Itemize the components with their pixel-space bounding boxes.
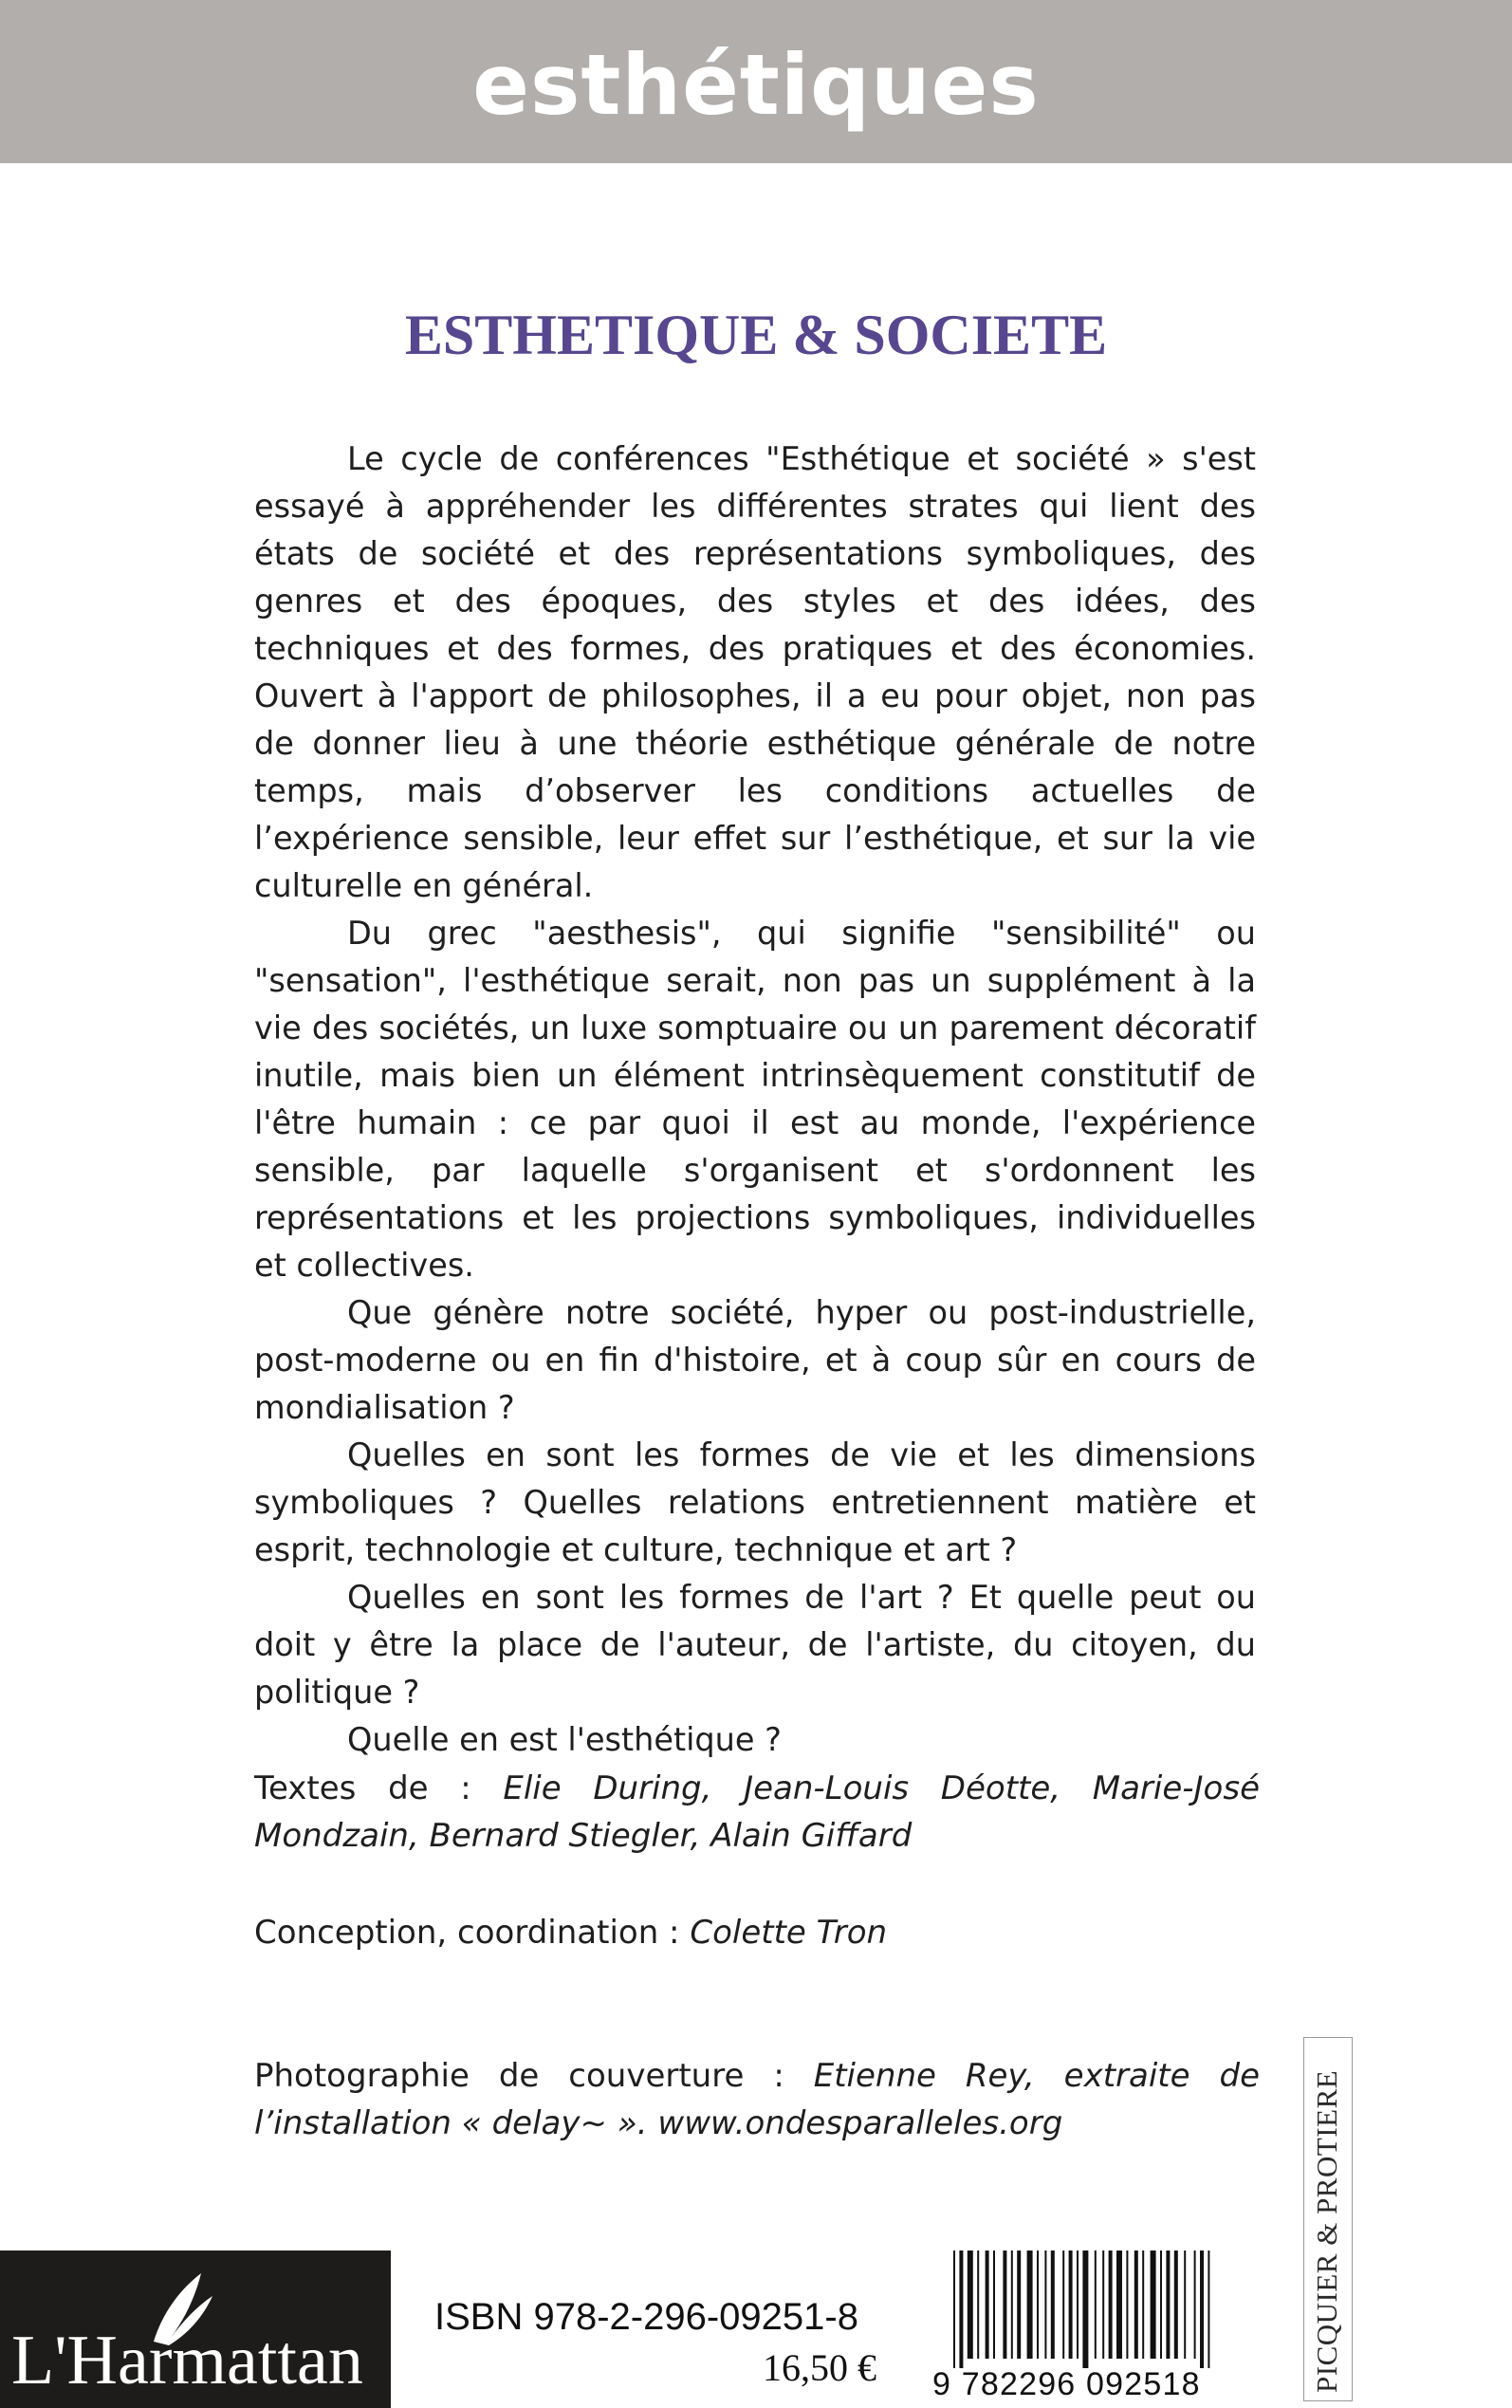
credits-photo-label: Photographie de couverture :	[254, 2057, 814, 2095]
barcode-bar	[993, 2251, 995, 2359]
credits-conception-name: Colette Tron	[690, 1914, 888, 1952]
barcode-bar	[1062, 2251, 1064, 2359]
credits-conception-label: Conception, coordination :	[254, 1914, 691, 1952]
barcode-bar	[977, 2251, 979, 2359]
credits-authors-names: Elie During, Jean-Louis Déotte, Marie-José Mondzain, Bernard Stiegler, Alain Giffard	[254, 1769, 1260, 1855]
blurb-paragraph: Quelles en sont les formes de l'art ? Et quelle peut ou doit y être la place de l'auteur, de l'artiste, du citoyen, du politique ?	[254, 1579, 1256, 1711]
barcode-bar	[1102, 2251, 1104, 2359]
barcode-bar	[1051, 2251, 1055, 2359]
barcode-bar	[953, 2251, 955, 2368]
barcode-bar	[1011, 2251, 1013, 2359]
barcode-bar	[1208, 2251, 1209, 2368]
book-title: ESTHETIQUE & SOCIETE	[404, 304, 1108, 366]
price-text: 16,50 €	[763, 2346, 876, 2389]
barcode-bar	[1027, 2251, 1033, 2359]
credits-authors	[254, 1765, 1260, 1860]
barcode-bar	[1151, 2251, 1156, 2359]
credits-photo-text: Etienne Rey, extraite de l’installation « delay~ ». www.ondesparalleles.org	[254, 2057, 1260, 2142]
barcode-bar	[1126, 2251, 1128, 2359]
barcode-bar	[1116, 2251, 1122, 2359]
barcode-bar	[1134, 2251, 1138, 2359]
series-title: esthétiques	[472, 36, 1040, 134]
barcode-bar	[1077, 2251, 1079, 2359]
blurb-paragraph: Du grec "aesthesis", qui signifie "sensibilité" ou "sensation", l'esthétique serait, non pas un supplément à la vie des sociétés, un luxe somptuaire ou un parement décoratif inutile, mais bien un élément intrinsèquement constitutif de l'être humain : ce par quoi il est au monde, l'expérience sensible, par laquelle s'organisent et s'ordonnent les représentations et les projections symboliques, individuelles et collectives.	[254, 915, 1256, 1284]
blurb-paragraph: Quelles en sont les formes de vie et les dimensions symboliques ? Quelles relations entretiennent matière et esprit, technologie et culture, technique et art ?	[254, 1436, 1256, 1568]
barcode-bar	[1003, 2251, 1006, 2359]
barcode-bar	[1166, 2251, 1170, 2359]
imprint-logo	[1303, 2037, 1353, 2401]
credits-photo	[254, 2052, 1260, 2147]
credits-authors-label: Textes de :	[254, 1769, 504, 1807]
barcode-digits: 9 782296 092518	[932, 2366, 1201, 2400]
barcode-bar	[1017, 2251, 1021, 2359]
barcode-bar	[1200, 2251, 1204, 2368]
isbn-barcode	[925, 2249, 1266, 2400]
svg-text:PICQUIER & PROTIERE: PICQUIER & PROTIERE	[1310, 2069, 1343, 2393]
credits-conception	[254, 1909, 1260, 1956]
blurb-paragraph: Que génère notre société, hyper ou post-industrielle, post-moderne ou en fin d'histoire, et à coup sûr en cours de mondialisation ?	[254, 1294, 1256, 1426]
barcode-bar	[1044, 2251, 1046, 2359]
barcode-bar	[986, 2251, 989, 2359]
isbn-text: ISBN 978-2-296-09251-8	[434, 2296, 858, 2338]
barcode-bar	[1069, 2251, 1073, 2359]
barcode-bar	[1142, 2251, 1144, 2359]
barcode-bar	[959, 2251, 963, 2368]
publisher-logo	[9, 2268, 384, 2400]
barcode-bar	[1095, 2251, 1097, 2359]
barcode-bar	[1082, 2251, 1088, 2368]
svg-text:L'Harmattan: L'Harmattan	[11, 2322, 363, 2399]
barcode-bar	[1109, 2251, 1113, 2359]
barcode-bar	[968, 2251, 973, 2359]
barcode-bar	[1037, 2251, 1039, 2359]
barcode-bar	[1160, 2251, 1162, 2359]
barcode-bar	[1184, 2251, 1186, 2359]
barcode-bar	[1194, 2251, 1196, 2359]
barcode-bar	[1174, 2251, 1178, 2359]
publisher-logo-block	[0, 2251, 391, 2408]
series-header	[0, 0, 1512, 163]
blurb-paragraph: Quelle en est l'esthétique ?	[347, 1721, 782, 1758]
back-cover-blurb	[254, 435, 1256, 1764]
blurb-paragraph: Le cycle de conférences "Esthétique et société » s'est essayé à appréhender les différentes strates qui lient des états de société et des représentations symboliques, des genres et des époques, des styles et des idées, des techniques et des formes, des pratiques et des économies. Ouvert à l'apport de philosophes, il a eu pour objet, non pas de donner lieu à une théorie esthétique générale de notre temps, mais d’observer les conditions actuelles de l’expérience sensible, leur effet sur l’esthétique, et sur la vie culturelle en général.	[254, 440, 1256, 904]
